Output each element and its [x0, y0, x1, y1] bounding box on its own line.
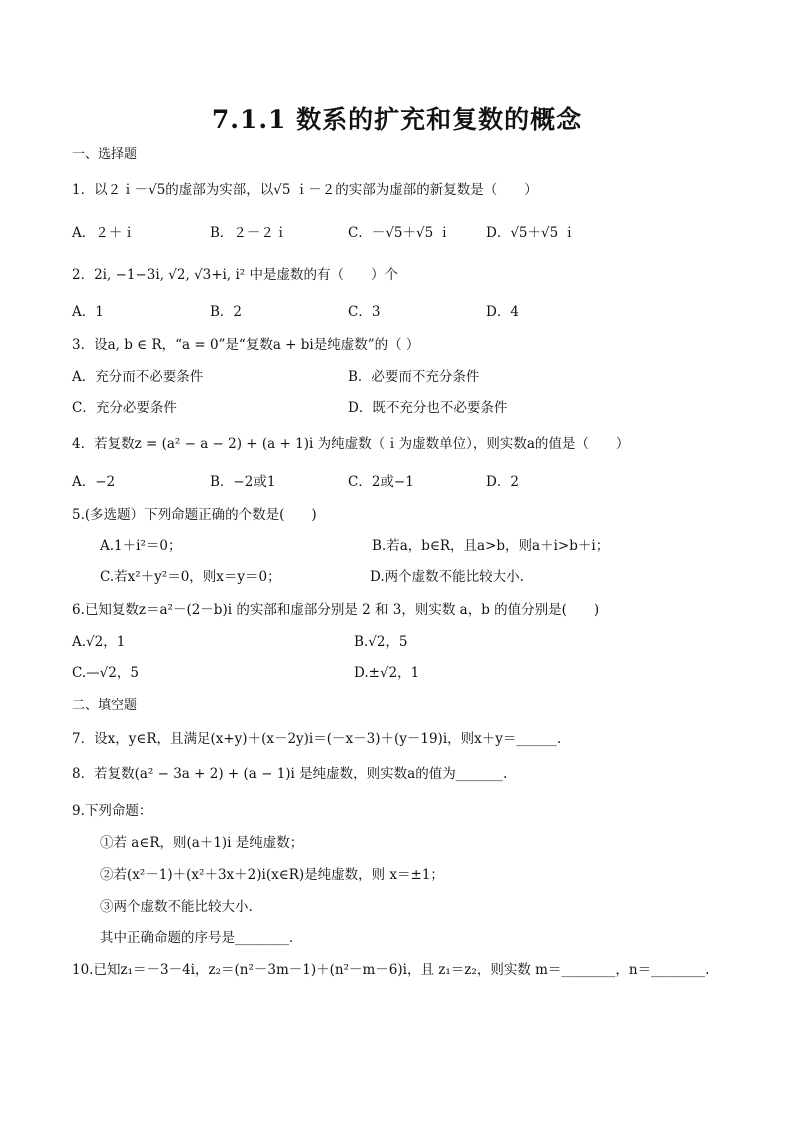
q6-option-b: B.√2，5: [354, 634, 408, 650]
question-9: 9.下列命题：: [72, 803, 153, 819]
q4-option-a: A．−2: [72, 474, 116, 490]
page-title: 7.1.1 数系的扩充和复数的概念: [211, 105, 583, 134]
q1-option-c: C．－√5＋√5 ｉ: [348, 225, 452, 241]
question-5: 5.(多选题）下列命题正确的个数是( ): [72, 507, 317, 523]
q2-option-c: C．3: [348, 304, 381, 320]
section-heading-fill: 二、填空题: [72, 698, 138, 713]
q6-option-c: C.—√2，5: [72, 665, 139, 681]
q5-option-b: B.若a，b∈R，且a>b，则a＋i>b＋i；: [372, 538, 610, 554]
q6-option-d: D.±√2，1: [354, 665, 420, 681]
q2-option-b: B．2: [210, 304, 243, 320]
q9-answer-line: 其中正确命题的序号是________．: [100, 930, 303, 946]
q1-option-d: D．√5＋√5 ｉ: [486, 225, 576, 241]
q1-option-a: A．２＋ｉ: [72, 225, 136, 241]
question-2: 2．2i, −1−3i, √2, √3+i, i² 中是虚数的有（ ）个: [72, 267, 398, 283]
q9-item-3: ③两个虚数不能比较大小.: [100, 899, 253, 915]
q5-option-a: A.1＋i²＝0；: [100, 538, 182, 554]
question-1: 1．以２ｉ－√5的虚部为实部，以√5 ｉ－２的实部为虚部的新复数是（ ）: [72, 182, 538, 198]
q5-option-d: D.两个虚数不能比较大小.: [370, 569, 524, 585]
question-8: 8．若复数(a² − 3a + 2) + (a − 1)i 是纯虚数，则实数a的值为_______.: [72, 766, 508, 782]
q1-option-b: B．２－２ｉ: [210, 225, 288, 241]
q4-option-c: C．2或−1: [348, 474, 414, 490]
question-4: 4．若复数z = (a² − a − 2) + (a + 1)i 为纯虚数（ｉ为虚数单位），则实数a的值是（ ）: [72, 436, 630, 452]
question-3: 3．设a, b ∈ R，“a = 0”是“复数a + bi是纯虚数”的（ ）: [72, 337, 420, 353]
q4-option-b: B．−2或1: [210, 474, 276, 490]
q2-option-d: D．4: [486, 304, 519, 320]
q4-option-d: D．2: [486, 474, 519, 490]
question-7: 7．设x，y∈R，且满足(x+y)＋(x－2y)i＝(－x－3)＋(y－19)i，则x＋y＝______.: [72, 731, 562, 747]
section-heading-choice: 一、选择题: [72, 147, 138, 162]
q6-option-a: A.√2，1: [72, 634, 126, 650]
q2-option-a: A．1: [72, 304, 104, 320]
question-10: 10.已知z₁＝－3－4i，z₂＝(n²－3m－1)＋(n²－m－6)i，且 z₁＝z₂，则实数 m＝________，n＝________.: [72, 962, 710, 978]
q5-option-c: C.若x²＋y²＝0，则x＝y＝0；: [100, 569, 281, 585]
q3-option-c: C．充分必要条件: [72, 400, 177, 416]
q3-option-d: D．既不充分也不必要条件: [348, 400, 508, 416]
q3-option-b: B．必要而不充分条件: [348, 369, 480, 385]
q9-item-2: ②若(x²－1)＋(x²＋3x＋2)i(x∈R)是纯虚数，则 x＝±1；: [100, 867, 444, 883]
question-6: 6.已知复数z＝a²－(2－b)i 的实部和虚部分别是 2 和 3，则实数 a，b 的值分别是( ): [72, 602, 600, 618]
q3-option-a: A．充分而不必要条件: [72, 369, 204, 385]
q9-item-1: ①若 a∈R，则(a＋1)i 是纯虚数；: [100, 835, 304, 851]
